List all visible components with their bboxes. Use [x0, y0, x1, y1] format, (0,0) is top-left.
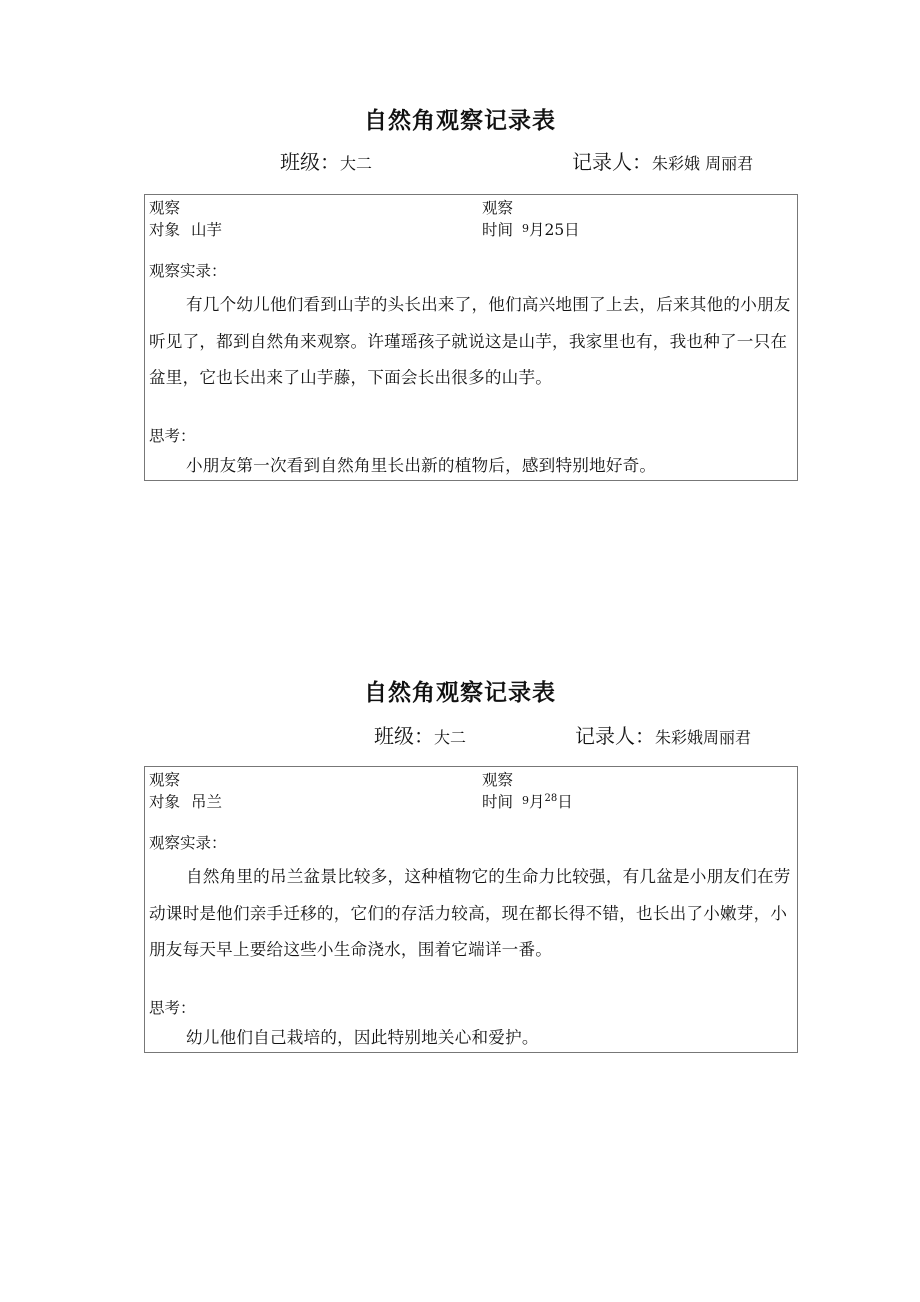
- date-mid: 月: [528, 793, 545, 811]
- object-label: 对象: [149, 793, 181, 811]
- record-1-table: [144, 194, 798, 481]
- notes-label: 观察实录：: [149, 262, 227, 280]
- thought-label: 思考：: [149, 999, 196, 1017]
- time-label: 时间: [482, 221, 514, 239]
- recorder-value: 朱彩娥 周丽君: [652, 154, 754, 173]
- recorder-label: 记录人：: [575, 724, 655, 748]
- recorder-value: 朱彩娥周丽君: [655, 728, 752, 747]
- record-2-recorder: [575, 722, 751, 752]
- object-label-top: 观察: [149, 771, 181, 789]
- object-value: 山芋: [190, 221, 222, 239]
- date-value: [522, 793, 573, 811]
- record-1-recorder: [572, 148, 753, 178]
- time-row: [482, 791, 573, 814]
- time-row: [482, 219, 580, 242]
- record-2-class: [374, 722, 466, 752]
- date-end: 日: [557, 793, 573, 811]
- object-row: [149, 791, 222, 814]
- date-day: 28: [544, 793, 558, 804]
- record-2-title: 自然角观察记录表: [364, 680, 556, 706]
- notes-label: 观察实录：: [149, 834, 227, 852]
- object-label: 对象: [149, 221, 181, 239]
- object-label-top: 观察: [149, 199, 181, 217]
- recorder-label: 记录人：: [572, 150, 652, 174]
- notes-text: 有几个幼儿他们看到山芋的头长出来了，他们高兴地围了上去，后来其他的小朋友听见了，都到自然角来观察。许瑾瑶孩子就说这是山芋，我家里也有，我也种了一只在盆里，它也长出来了山芋藤，下面会长出很多的山芋。: [149, 295, 791, 387]
- notes-text: 自然角里的吊兰盆景比较多，这种植物它的生命力比较强，有几盆是小朋友们在劳动课时是他们亲手迁移的，它们的存活力较高，现在都长得不错，也长出了小嫩芽，小朋友每天早上要给这些小生命浇水，围着它端详一番。: [149, 867, 791, 959]
- time-label-top: 观察: [482, 199, 514, 217]
- class-value: 大二: [434, 728, 467, 747]
- record-1-class: [280, 148, 372, 178]
- class-value: 大二: [340, 154, 373, 173]
- date-month: 9: [521, 794, 529, 807]
- record-2-table: [144, 766, 798, 1053]
- time-label-top: 观察: [482, 771, 514, 789]
- class-label: 班级：: [280, 150, 340, 174]
- record-1-title: 自然角观察记录表: [364, 108, 556, 134]
- thought-text: 幼儿他们自己栽培的，因此特别地关心和爱护。: [186, 1028, 539, 1047]
- date-value: [522, 221, 580, 239]
- date-month: 9: [521, 222, 529, 235]
- time-label: 时间: [482, 793, 514, 811]
- thought-label: 思考：: [149, 427, 196, 445]
- object-row: [149, 219, 222, 242]
- object-value: 吊兰: [190, 793, 222, 811]
- date-rest: 月25日: [528, 221, 580, 239]
- class-label: 班级：: [374, 724, 434, 748]
- thought-text: 小朋友第一次看到自然角里长出新的植物后，感到特别地好奇。: [186, 456, 657, 475]
